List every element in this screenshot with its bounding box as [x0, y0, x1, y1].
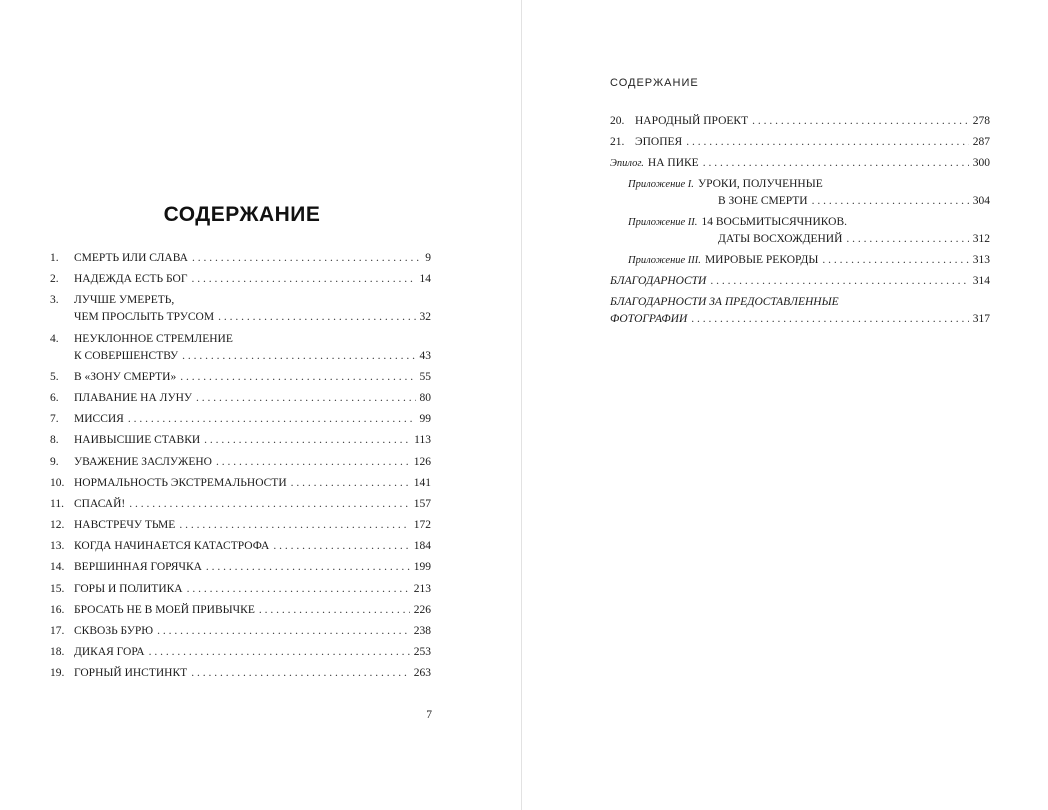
dot-leader [182, 348, 415, 365]
chapter-number: 5. [50, 370, 59, 383]
page-number: 43 [419, 349, 431, 362]
page-number: 263 [413, 667, 431, 680]
page-gutter [521, 0, 522, 810]
toc-entry[interactable] [50, 644, 431, 661]
chapter-number: 8. [50, 434, 59, 447]
dot-leader [206, 559, 410, 576]
contents-heading: СОДЕРЖАНИЕ [163, 203, 321, 226]
page-number: 278 [972, 115, 990, 127]
chapter-number: 18. [50, 646, 65, 659]
dot-leader [710, 273, 968, 290]
chapter-title: ЧЕМ ПРОСЛЫТЬ ТРУСОМ [74, 311, 215, 324]
chapter-number: 19. [50, 667, 65, 680]
chapter-number: 4. [50, 332, 59, 345]
page-number: 113 [414, 434, 431, 447]
toc-entry[interactable] [50, 665, 431, 682]
dot-leader [812, 193, 969, 210]
toc-entry[interactable] [50, 581, 431, 598]
page-number: 317 [972, 313, 990, 325]
page-folio: 7 [426, 709, 432, 721]
dot-leader [703, 155, 969, 172]
section-lead: Приложение III. [628, 255, 701, 266]
dot-leader [204, 432, 410, 449]
toc-entry-appendix-3[interactable] [610, 252, 990, 269]
toc-entry[interactable] [50, 559, 431, 576]
chapter-title-line1: ЛУЧШЕ УМЕРЕТЬ, [74, 294, 175, 307]
section-title-line1: УРОКИ, ПОЛУЧЕННЫЕ [697, 178, 823, 190]
chapter-number: 2. [50, 273, 59, 286]
chapter-number: 15. [50, 582, 65, 595]
section-title: В ЗОНЕ СМЕРТИ [718, 195, 808, 207]
page-number: 199 [413, 561, 431, 574]
toc-entry[interactable] [50, 517, 431, 534]
page-number: 141 [413, 476, 431, 489]
right-page [523, 0, 1048, 810]
toc-entry[interactable] [50, 369, 431, 386]
chapter-title: В «ЗОНУ СМЕРТИ» [74, 370, 177, 383]
chapter-title: ДИКАЯ ГОРА [74, 646, 145, 659]
toc-entry-appendix-2[interactable] [610, 214, 990, 248]
section-title-line1: БЛАГОДАРНОСТИ ЗА ПРЕДОСТАВЛЕННЫЕ [610, 296, 839, 308]
dot-leader [273, 538, 409, 555]
section-title-line1: 14 ВОСЬМИТЫСЯЧНИКОВ. [701, 216, 847, 228]
page-number: 172 [413, 519, 431, 532]
page-number: 126 [413, 455, 431, 468]
chapter-title: КОГДА НАЧИНАЕТСЯ КАТАСТРОФА [74, 540, 270, 553]
chapter-title-line1: НЕУКЛОННОЕ СТРЕМЛЕНИЕ [74, 332, 233, 345]
running-head: СОДЕРЖАНИЕ [610, 77, 699, 89]
dot-leader [180, 369, 415, 386]
chapter-title: НАИВЫСШИЕ СТАВКИ [74, 434, 201, 447]
chapter-number: 21. [610, 136, 625, 148]
page-number: 253 [413, 646, 431, 659]
page-number: 99 [419, 413, 431, 426]
dot-leader [187, 581, 410, 598]
chapter-number: 7. [50, 413, 59, 426]
chapter-number: 10. [50, 476, 65, 489]
toc-list-right [610, 113, 990, 332]
chapter-title: НАДЕЖДА ЕСТЬ БОГ [74, 273, 188, 286]
section-lead: Эпилог. [610, 158, 644, 169]
section-title: МИРОВЫЕ РЕКОРДЫ [704, 254, 819, 266]
page-number: 287 [972, 136, 990, 148]
left-page [0, 0, 522, 810]
chapter-title: К СОВЕРШЕНСТВУ [74, 349, 179, 362]
page-number: 226 [413, 603, 431, 616]
chapter-title: СМЕРТЬ ИЛИ СЛАВА [74, 252, 188, 264]
page-number: 312 [972, 233, 990, 245]
chapter-number: 6. [50, 391, 59, 404]
toc-entry[interactable] [50, 454, 431, 471]
dot-leader [129, 496, 410, 513]
chapter-number: 14. [50, 561, 65, 574]
chapter-title: ВЕРШИННАЯ ГОРЯЧКА [74, 561, 202, 574]
dot-leader [691, 311, 969, 328]
page-number: 238 [413, 625, 431, 637]
dot-leader [157, 623, 410, 640]
toc-entry[interactable] [50, 538, 431, 555]
page-number: 314 [972, 275, 990, 287]
toc-entry[interactable] [50, 411, 431, 428]
page-number: 9 [425, 252, 431, 264]
section-title: ДАТЫ ВОСХОЖДЕНИЙ [718, 233, 843, 245]
page-number: 32 [419, 311, 431, 324]
chapter-number: 17. [50, 625, 65, 637]
page-number: 80 [419, 391, 431, 404]
chapter-title: БРОСАТЬ НЕ В МОЕЙ ПРИВЫЧКЕ [74, 603, 255, 616]
dot-leader [128, 411, 416, 428]
page-number: 213 [413, 582, 431, 595]
chapter-title: ГОРЫ И ПОЛИТИКА [74, 582, 183, 595]
dot-leader [822, 252, 968, 269]
toc-list-left [50, 250, 431, 687]
page-number: 14 [419, 273, 431, 286]
dot-leader [686, 134, 969, 151]
dot-leader [179, 517, 409, 534]
chapter-number: 20. [610, 115, 625, 127]
dot-leader [846, 231, 968, 248]
toc-entry[interactable] [50, 602, 431, 619]
chapter-title: НАВСТРЕЧУ ТЬМЕ [74, 519, 176, 532]
toc-entry-appendix-1[interactable] [610, 176, 990, 210]
section-title: БЛАГОДАРНОСТИ [610, 275, 707, 287]
dot-leader [196, 390, 415, 407]
dot-leader [216, 454, 410, 471]
chapter-number: 9. [50, 455, 59, 468]
chapter-title: ПЛАВАНИЕ НА ЛУНУ [74, 391, 193, 404]
toc-entry[interactable] [50, 475, 431, 492]
page-number: 304 [972, 195, 990, 207]
chapter-title: ГОРНЫЙ ИНСТИНКТ [74, 667, 188, 680]
dot-leader [191, 271, 415, 288]
toc-entry[interactable] [610, 113, 990, 130]
toc-entry[interactable] [50, 250, 431, 267]
chapter-title: СПАСАЙ! [74, 497, 126, 510]
toc-entry[interactable] [50, 292, 431, 326]
page-number: 55 [419, 370, 431, 383]
section-title: ФОТОГРАФИИ [610, 313, 688, 325]
toc-entry[interactable] [50, 390, 431, 407]
chapter-number: 1. [50, 252, 59, 264]
section-lead: Приложение II. [628, 217, 698, 228]
toc-entry-epilogue[interactable] [610, 155, 990, 172]
dot-leader [191, 665, 410, 682]
page-number: 184 [413, 540, 431, 553]
dot-leader [752, 113, 969, 130]
chapter-title: СКВОЗЬ БУРЮ [74, 625, 154, 637]
page-number: 157 [413, 497, 431, 510]
chapter-number: 13. [50, 540, 65, 553]
section-title: НА ПИКЕ [647, 157, 699, 169]
section-lead: Приложение I. [628, 179, 694, 190]
chapter-title: НОРМАЛЬНОСТЬ ЭКСТРЕМАЛЬНОСТИ [74, 476, 287, 489]
chapter-title: НАРОДНЫЙ ПРОЕКТ [635, 115, 749, 127]
chapter-number: 12. [50, 519, 65, 532]
toc-entry[interactable] [50, 496, 431, 513]
chapter-title: УВАЖЕНИЕ ЗАСЛУЖЕНО [74, 455, 212, 468]
toc-entry[interactable] [50, 623, 431, 640]
toc-entry[interactable] [610, 134, 990, 151]
toc-entry[interactable] [50, 432, 431, 449]
toc-entry[interactable] [50, 271, 431, 288]
chapter-number: 16. [50, 603, 65, 616]
page-number: 313 [972, 254, 990, 266]
chapter-number: 3. [50, 294, 59, 307]
dot-leader [192, 250, 421, 267]
dot-leader [259, 602, 410, 619]
chapter-title: ЭПОПЕЯ [635, 136, 683, 148]
toc-entry-photo-credits[interactable] [610, 294, 990, 328]
toc-entry[interactable] [50, 331, 431, 365]
dot-leader [218, 309, 415, 326]
chapter-title: МИССИЯ [74, 413, 124, 426]
chapter-number: 11. [50, 497, 64, 510]
dot-leader [291, 475, 410, 492]
toc-entry-acknowledgements[interactable] [610, 273, 990, 290]
page-number: 300 [972, 157, 990, 169]
dot-leader [149, 644, 410, 661]
